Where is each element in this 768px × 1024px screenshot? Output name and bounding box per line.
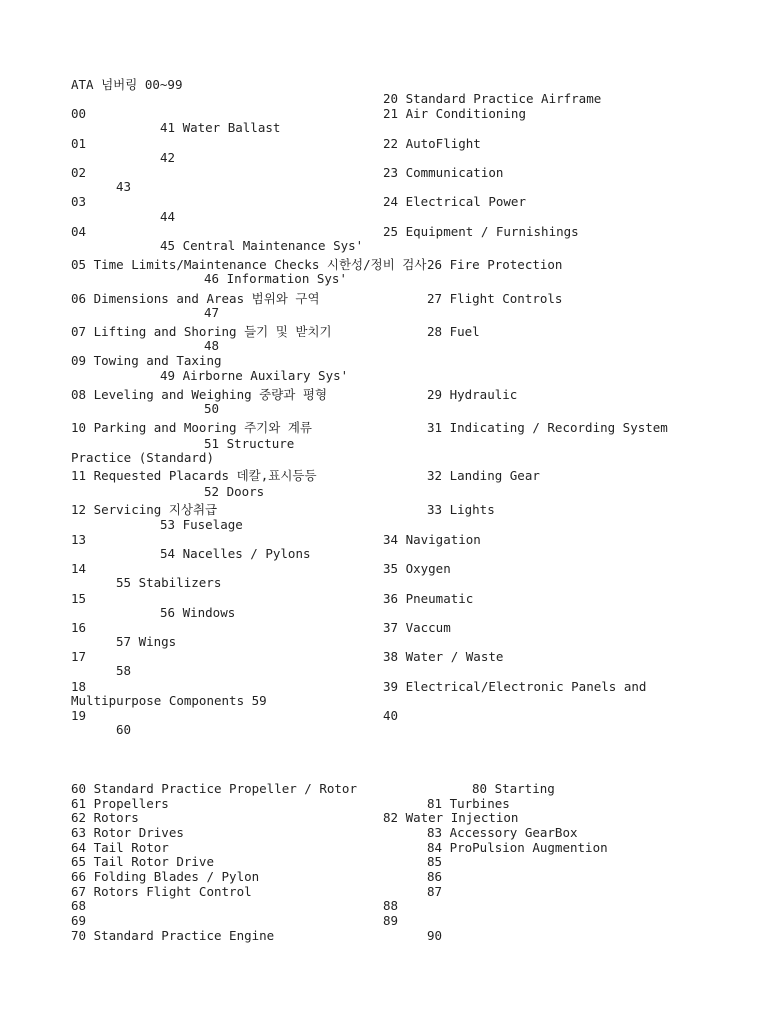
text-line: 34 Navigation xyxy=(383,532,481,547)
text-line: 66 Folding Blades / Pylon xyxy=(71,869,260,884)
text-line: 09 Towing and Taxing xyxy=(71,353,222,368)
text-line: 38 Water / Waste xyxy=(383,649,504,664)
text-line: 12 Servicing 지상취급 xyxy=(71,502,218,517)
document-title: ATA 넘버링 00~99 xyxy=(71,77,183,92)
text-line: 31 Indicating / Recording System xyxy=(427,420,668,435)
text-line: 24 Electrical Power xyxy=(383,194,526,209)
text-line: 67 Rotors Flight Control xyxy=(71,884,252,899)
text-line: 25 Equipment / Furnishings xyxy=(383,224,579,239)
text-line: 70 Standard Practice Engine xyxy=(71,928,275,943)
text-line: 68 xyxy=(71,898,87,913)
text-line: 89 xyxy=(383,913,399,928)
text-line: 26 Fire Protection xyxy=(427,257,563,272)
text-line: 44 xyxy=(160,209,176,224)
text-line: 88 xyxy=(383,898,399,913)
text-line: 06 Dimensions and Areas 범위와 구역 xyxy=(71,291,320,306)
text-line: 85 xyxy=(427,854,443,869)
text-line: 63 Rotor Drives xyxy=(71,825,184,840)
text-line: 17 xyxy=(71,649,87,664)
text-line: 50 xyxy=(204,401,220,416)
text-line: 57 Wings xyxy=(116,634,177,649)
text-line: 84 ProPulsion Augmention xyxy=(427,840,608,855)
text-line: 43 xyxy=(116,179,132,194)
text-line: 51 Structure xyxy=(204,436,295,451)
text-line: 60 xyxy=(116,722,132,737)
text-line: 23 Communication xyxy=(383,165,504,180)
text-line: 21 Air Conditioning xyxy=(383,106,526,121)
text-line: 45 Central Maintenance Sys' xyxy=(160,238,364,253)
text-line: 80 Starting xyxy=(472,781,555,796)
text-line: 02 xyxy=(71,165,87,180)
text-line: 41 Water Ballast xyxy=(160,120,281,135)
text-line: 36 Pneumatic xyxy=(383,591,474,606)
text-line: 27 Flight Controls xyxy=(427,291,563,306)
text-line: 53 Fuselage xyxy=(160,517,243,532)
text-line: Multipurpose Components 59 xyxy=(71,693,267,708)
text-line: 04 xyxy=(71,224,87,239)
text-line: 82 Water Injection xyxy=(383,810,519,825)
text-line: 01 xyxy=(71,136,87,151)
text-line: 83 Accessory GearBox xyxy=(427,825,578,840)
text-line: 81 Turbines xyxy=(427,796,510,811)
text-line: 07 Lifting and Shoring 들기 및 받치기 xyxy=(71,324,332,339)
text-line: 55 Stabilizers xyxy=(116,575,222,590)
text-line: 20 Standard Practice Airframe xyxy=(383,91,602,106)
text-line: 03 xyxy=(71,194,87,209)
text-line: Practice (Standard) xyxy=(71,450,214,465)
text-line: 15 xyxy=(71,591,87,606)
text-line: 87 xyxy=(427,884,443,899)
text-line: 39 Electrical/Electronic Panels and xyxy=(383,679,647,694)
text-line: 90 xyxy=(427,928,443,943)
text-line: 10 Parking and Mooring 주기와 계류 xyxy=(71,420,312,435)
text-line: 22 AutoFlight xyxy=(383,136,481,151)
text-line: 56 Windows xyxy=(160,605,236,620)
text-line: 16 xyxy=(71,620,87,635)
text-line: 40 xyxy=(383,708,399,723)
text-line: 14 xyxy=(71,561,87,576)
text-line: 37 Vaccum xyxy=(383,620,451,635)
text-line: 46 Information Sys' xyxy=(204,271,347,286)
text-line: 52 Doors xyxy=(204,484,265,499)
text-line: 58 xyxy=(116,663,132,678)
text-line: 54 Nacelles / Pylons xyxy=(160,546,311,561)
text-line: 32 Landing Gear xyxy=(427,468,540,483)
text-line: 18 xyxy=(71,679,87,694)
text-line: 62 Rotors xyxy=(71,810,139,825)
text-line: 64 Tail Rotor xyxy=(71,840,169,855)
text-line: 28 Fuel xyxy=(427,324,480,339)
text-line: 69 xyxy=(71,913,87,928)
text-line: 61 Propellers xyxy=(71,796,169,811)
text-line: 60 Standard Practice Propeller / Rotor xyxy=(71,781,357,796)
text-line: 47 xyxy=(204,305,220,320)
text-line: 49 Airborne Auxilary Sys' xyxy=(160,368,349,383)
text-line: 05 Time Limits/Maintenance Checks 시한성/정비 검사 xyxy=(71,257,427,272)
text-line: 11 Requested Placards 데칼,표시등등 xyxy=(71,468,317,483)
text-line: 86 xyxy=(427,869,443,884)
text-line: 33 Lights xyxy=(427,502,495,517)
text-line: 00 xyxy=(71,106,87,121)
text-line: 35 Oxygen xyxy=(383,561,451,576)
text-line: 42 xyxy=(160,150,176,165)
text-line: 48 xyxy=(204,338,220,353)
text-line: 29 Hydraulic xyxy=(427,387,518,402)
text-line: 19 xyxy=(71,708,87,723)
text-line: 65 Tail Rotor Drive xyxy=(71,854,214,869)
text-line: 08 Leveling and Weighing 중량과 평형 xyxy=(71,387,328,402)
text-line: 13 xyxy=(71,532,87,547)
